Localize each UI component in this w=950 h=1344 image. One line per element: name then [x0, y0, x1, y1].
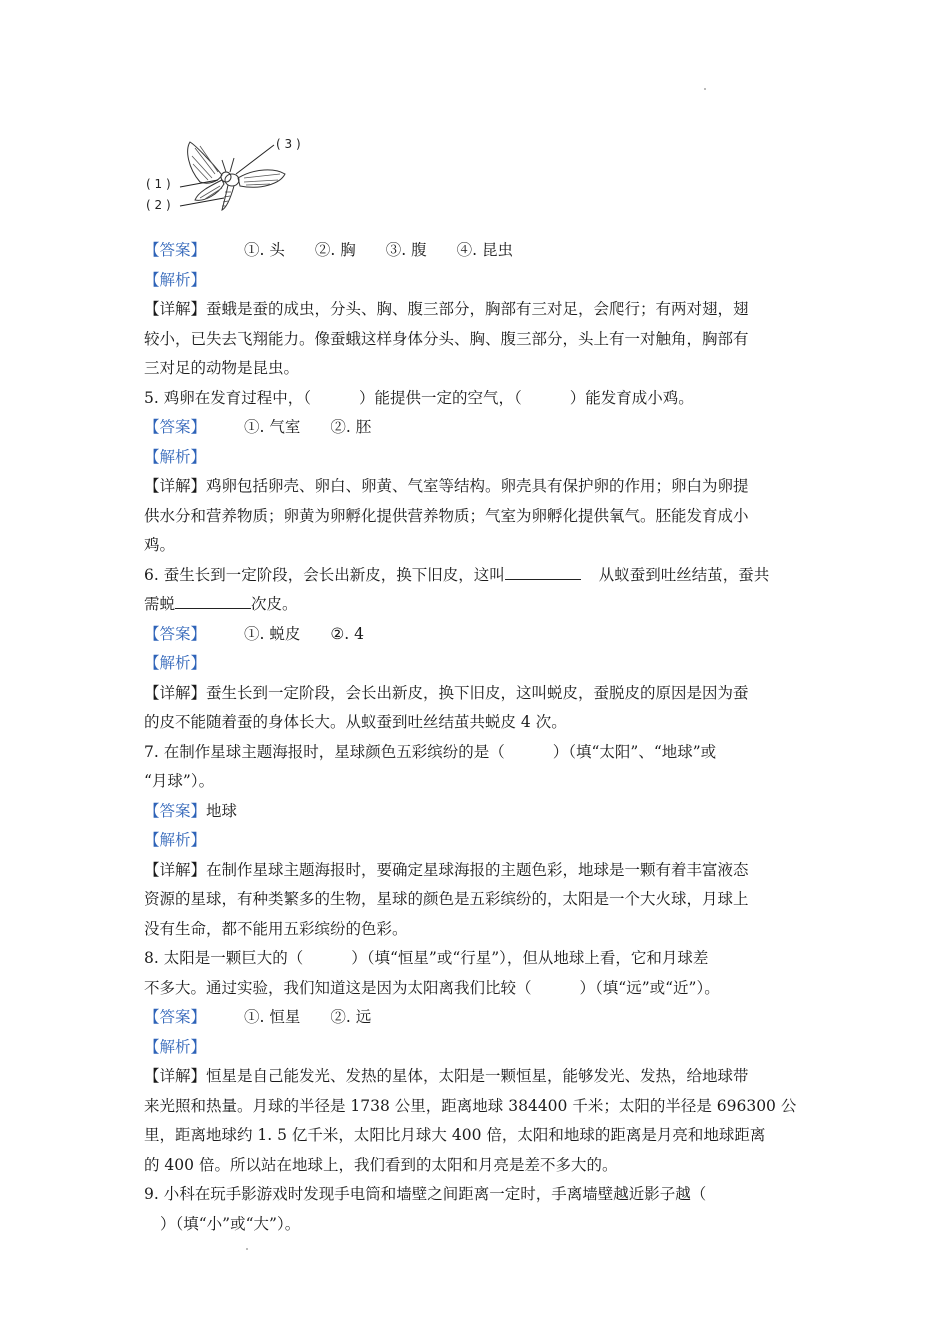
detail-text: 较小，已失去飞翔能力。像蚕蛾这样身体分头、胸、腹三部分，头上有一对触角，胸部有: [144, 329, 749, 348]
q6-analysis-line: [144, 649, 814, 679]
analysis-tag: 【解析】: [144, 447, 207, 466]
analysis-tag: 【解析】: [144, 831, 207, 849]
question-text: 5. 鸡卵在发育过程中，（: [144, 388, 311, 407]
answer-item: ④. 昆虫: [456, 241, 513, 259]
answer-item: ①. 气室: [244, 418, 301, 436]
q7-detail-line: [144, 856, 814, 886]
q8-detail-line: [144, 1151, 814, 1181]
q5-question: [144, 384, 814, 414]
q9-question: [144, 1210, 814, 1240]
q9-question: [144, 1180, 814, 1210]
question-text: 8. 太阳是一颗巨大的（: [144, 949, 304, 967]
q6-answer-line: [144, 620, 814, 650]
q8-question: [144, 974, 814, 1004]
q8-answer-line: [144, 1003, 814, 1033]
answer-item: ②. 4: [330, 624, 364, 643]
answer-item: ①. 蜕皮: [244, 624, 301, 643]
q8-detail-line: [144, 1062, 814, 1092]
detail-text: 鸡。: [144, 536, 176, 554]
question-text: ）（填“小”或“大”）。: [160, 1214, 301, 1233]
question-text: ）（填“恒星”或“行星”），但从地球上看，它和月球差: [351, 949, 709, 967]
q7-detail-line: [144, 885, 814, 915]
answer-item: ①. 头: [244, 241, 285, 259]
detail-text: 供水分和营养物质；卵黄为卵孵化提供营养物质；气室为卵孵化提供氧气。胚能发育成小: [144, 506, 749, 525]
detail-text: 来光照和热量。月球的半径是 1738 公里，距离地球 384400 千米；太阳的半径是 696300 公: [144, 1096, 797, 1115]
detail-text: 鸡卵包括卵壳、卵白、卵黄、气室等结构。卵壳具有保护卵的作用；卵白为卵提: [206, 477, 749, 495]
detail-tag: 【详解】: [144, 1067, 207, 1085]
q8-analysis-line: [144, 1033, 814, 1063]
q7-question: [144, 767, 814, 797]
question-text: 6. 蚕生长到一定阶段，会长出新皮，换下旧皮，这叫: [144, 565, 505, 584]
figure-label-3: ( 3 ): [276, 137, 301, 151]
q5-analysis-line: [144, 443, 814, 473]
detail-text: 恒星是自己能发光、发热的星体，太阳是一颗恒星，能够发光、发热，给地球带: [206, 1067, 749, 1085]
answer-item: ②. 胸: [314, 241, 356, 259]
q4-answer-line: [144, 236, 814, 266]
q6-question: [144, 590, 814, 620]
question-text: “月球”）。: [144, 772, 215, 790]
figure-label-1: ( 1 ): [146, 177, 171, 191]
answer-blank: [505, 561, 581, 580]
figure-label-2: ( 2 ): [146, 198, 171, 212]
analysis-tag: 【解析】: [144, 270, 207, 289]
answer-tag: 【答案】: [144, 624, 207, 643]
answer-item: ①. 恒星: [244, 1008, 301, 1026]
question-text: ）（填“远”或“近”）。: [579, 978, 720, 997]
q5-detail-line: [144, 472, 814, 502]
detail-text: 里，距离地球约 1. 5 亿千米，太阳比月球大 400 倍，太阳和地球的距离是月亮和地球距离: [144, 1126, 766, 1144]
question-text: 从蚁蚕到吐丝结茧，蚕共: [598, 565, 770, 584]
detail-tag: 【详解】: [144, 477, 207, 495]
question-text: 不多大。通过实验，我们知道这是因为太阳离我们比较（: [144, 978, 532, 997]
detail-text: 的皮不能随着蚕的身体长大。从蚁蚕到吐丝结茧共蜕皮 4 次。: [144, 713, 567, 731]
q7-question: [144, 738, 814, 768]
answer-tag: 【答案】: [144, 1008, 207, 1026]
q6-detail-line: [144, 708, 814, 738]
question-text: ）能发育成小鸡。: [569, 388, 694, 407]
q4-detail-line: [144, 354, 814, 384]
answer-item: ②. 胚: [330, 418, 372, 436]
question-text: 需蜕: [144, 595, 176, 613]
detail-text: 资源的星球，有种类繁多的生物，星球的颜色是五彩缤纷的，太阳是一个大火球，月球上: [144, 890, 749, 908]
detail-text: 蚕蛾是蚕的成虫，分头、胸、腹三部分，胸部有三对足，会爬行；有两对翅，翅: [206, 300, 749, 318]
question-text: 9. 小科在玩手影游戏时发现手电筒和墙壁之间距离一定时，手离墙壁越近影子越（: [144, 1185, 707, 1203]
detail-text: 没有生命，都不能用五彩缤纷的色彩。: [144, 919, 408, 938]
q5-answer-line: [144, 413, 814, 443]
detail-text: 在制作星球主题海报时，要确定星球海报的主题色彩，地球是一颗有着丰富液态: [206, 860, 749, 879]
answer-tag: 【答案】: [144, 241, 207, 259]
q5-detail-line: [144, 531, 814, 561]
detail-text: 三对足的动物是昆虫。: [144, 359, 300, 377]
q6-detail-line: [144, 679, 814, 709]
detail-text: 的 400 倍。所以站在地球上，我们看到的太阳和月亮是差不多大的。: [144, 1155, 618, 1174]
analysis-tag: 【解析】: [144, 1037, 207, 1056]
answer-tag: 【答案】: [144, 801, 207, 820]
question-text: ）（填“太阳”、“地球”或: [552, 742, 717, 761]
answer-item: ②. 远: [330, 1008, 372, 1026]
q8-detail-line: [144, 1121, 814, 1151]
answer-item: ③. 腹: [385, 241, 427, 259]
q4-analysis-line: [144, 266, 814, 296]
answer-blank: [175, 590, 251, 609]
q4-detail-line: [144, 295, 814, 325]
detail-text: 蚕生长到一定阶段，会长出新皮，换下旧皮，这叫蜕皮，蚕脱皮的原因是因为蚕: [206, 683, 749, 702]
detail-tag: 【详解】: [144, 860, 207, 879]
moth-figure: [140, 130, 340, 220]
q8-question: [144, 944, 814, 974]
q7-answer-line: [144, 797, 814, 827]
q8-detail-line: [144, 1092, 814, 1122]
document-content: [144, 236, 814, 1239]
question-text: ）能提供一定的空气，（: [358, 388, 522, 407]
answer-tag: 【答案】: [144, 418, 207, 436]
q4-detail-line: [144, 325, 814, 355]
question-text: 次皮。: [251, 595, 298, 613]
answer-item: 地球: [206, 801, 238, 820]
detail-tag: 【详解】: [144, 300, 207, 318]
question-text: 7. 在制作星球主题海报时，星球颜色五彩缤纷的是（: [144, 742, 505, 761]
q5-detail-line: [144, 502, 814, 532]
detail-tag: 【详解】: [144, 683, 207, 702]
analysis-tag: 【解析】: [144, 654, 207, 672]
scan-speck: [704, 88, 706, 90]
scan-speck: [246, 1248, 248, 1250]
q7-analysis-line: [144, 826, 814, 856]
q7-detail-line: [144, 915, 814, 945]
q6-question: [144, 561, 814, 591]
